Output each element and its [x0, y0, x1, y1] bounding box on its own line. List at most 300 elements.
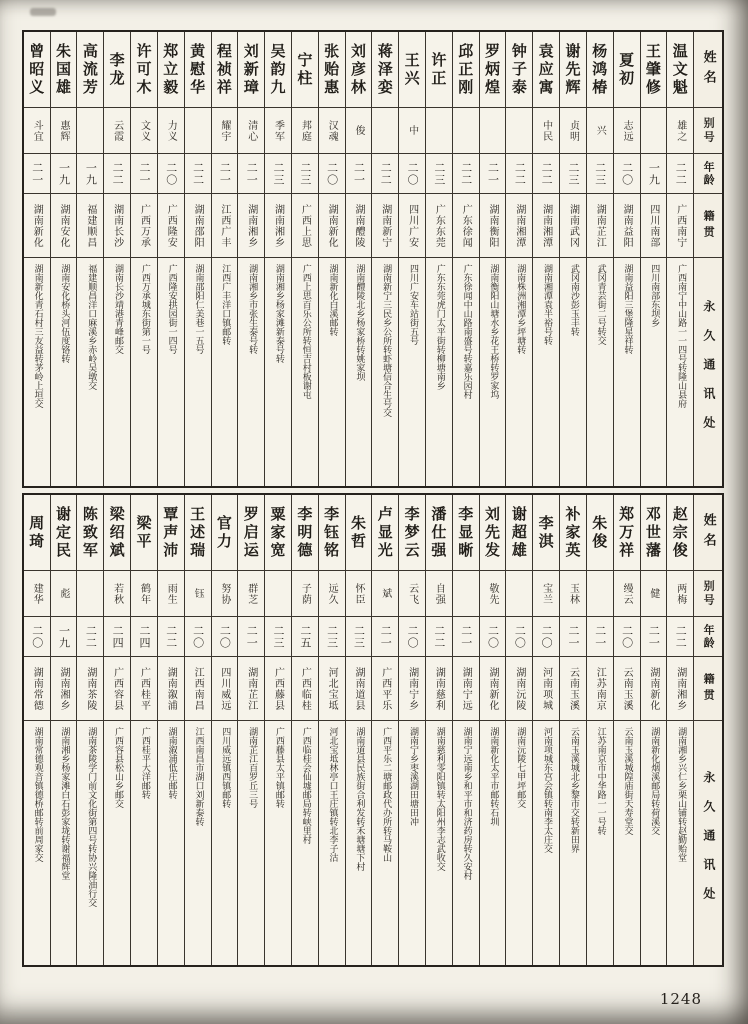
person-age: 一九 [641, 154, 667, 194]
person-address: 四川广安车站街五号 [407, 264, 418, 345]
person-address: 广东徐闻中山路南盛号转嘉乐园村 [461, 264, 472, 399]
person-address: 武冈南沙彭玉丰转 [568, 264, 579, 336]
person-native-place: 云南玉溪 [614, 657, 640, 721]
person-alias: 兴 [587, 108, 613, 154]
person-column [532, 495, 559, 965]
person-native-place: 广西南宁 [667, 194, 693, 258]
person-address: 湖南宁远南乡和平市和济药房转久安村 [461, 727, 472, 880]
person-alias: 彪 [51, 571, 77, 617]
person-address: 湖南衡阳山塘水乡花王桥转罗家坞 [488, 264, 499, 399]
person-age: 二一 [24, 154, 50, 194]
person-alias: 雨生 [158, 571, 184, 617]
person-column [666, 495, 693, 965]
person-name: 夏初 [614, 32, 640, 108]
person-alias [77, 108, 103, 154]
person-alias: 鹤年 [131, 571, 157, 617]
person-age: 二〇 [319, 154, 345, 194]
person-alias: 缦云 [614, 571, 640, 617]
person-column [505, 495, 532, 965]
person-column [264, 32, 291, 486]
person-address: 湖南新宁三民乡公所转虾塘信合生号交 [381, 264, 392, 417]
person-native-place: 湖南宁乡 [399, 657, 425, 721]
person-address: 广西桂平大洋邮转 [139, 727, 150, 799]
person-native-place: 广西临桂 [292, 657, 318, 721]
person-column [50, 32, 77, 486]
person-column [103, 32, 130, 486]
person-native-place: 广西上思 [292, 194, 318, 258]
person-column [50, 495, 77, 965]
person-native-place: 广西桂平 [131, 657, 157, 721]
person-alias: 季军 [265, 108, 291, 154]
person-native-place: 湖南湘乡 [238, 194, 264, 258]
person-age: 二〇 [158, 154, 184, 194]
person-address: 湖南道县民族街合利发转禾塘塘下村 [354, 727, 365, 871]
person-age: 二二 [667, 617, 693, 657]
person-native-place: 广西藤县 [265, 657, 291, 721]
person-address: 江西广丰洋口镇邮转 [220, 264, 231, 345]
person-address: 江西南昌市湖口刘新泰转 [193, 727, 204, 826]
person-name: 朱国雄 [51, 32, 77, 108]
person-age: 二一 [560, 617, 586, 657]
person-address: 湖南宁乡枣溪湖田塘田冲 [407, 727, 418, 826]
person-native-place: 湖南邵阳 [185, 194, 211, 258]
person-name: 赵宗俊 [667, 495, 693, 571]
person-alias: 两梅 [667, 571, 693, 617]
person-age: 二一 [480, 154, 506, 194]
person-native-place: 湖南芷江 [238, 657, 264, 721]
person-column [211, 32, 238, 486]
person-name: 谢超雄 [506, 495, 532, 571]
person-column [479, 495, 506, 965]
person-alias: 子荫 [292, 571, 318, 617]
person-alias: 惠辉 [51, 108, 77, 154]
person-name: 李钰铭 [319, 495, 345, 571]
person-address: 湖南株洲湘潭乡坪塘转 [515, 264, 526, 354]
person-alias: 中 [399, 108, 425, 154]
person-column [345, 32, 372, 486]
person-address: 湖南醴陵北乡杨家桥转姚家坝 [354, 264, 365, 381]
person-native-place: 湖南衡阳 [480, 194, 506, 258]
person-column [452, 32, 479, 486]
person-alias: 斌 [372, 571, 398, 617]
person-alias: 努协 [212, 571, 238, 617]
person-name: 朱俊 [587, 495, 613, 571]
person-native-place: 河南项城 [533, 657, 559, 721]
person-age: 二二 [667, 154, 693, 194]
person-native-place: 湖南醴陵 [346, 194, 372, 258]
person-age: 二三 [587, 154, 613, 194]
person-address: 湖南慈利零阳镇转太阳州李志武收交 [434, 727, 445, 871]
person-age: 二二 [158, 617, 184, 657]
person-address: 云南玉溪城北乡黎市交转新田界 [568, 727, 579, 853]
person-alias: 俊 [346, 108, 372, 154]
person-age: 二一 [346, 154, 372, 194]
person-name: 李明德 [292, 495, 318, 571]
address-registry-table [22, 30, 724, 967]
person-address: 广西藤县太平镇邮转 [273, 727, 284, 808]
person-column [505, 32, 532, 486]
person-name: 陈致军 [77, 495, 103, 571]
person-address: 广西容县松山乡邮交 [113, 727, 123, 808]
person-age: 二二 [453, 154, 479, 194]
scan-artifact [30, 8, 56, 16]
person-alias: 耀宇 [212, 108, 238, 154]
person-native-place: 四川南部 [641, 194, 667, 258]
person-address: 江苏南京市中华路一一号转 [595, 727, 606, 835]
person-alias: 云飞 [399, 571, 425, 617]
person-name: 刘新璋 [238, 32, 264, 108]
person-alias: 中民 [533, 108, 559, 154]
person-column [264, 495, 291, 965]
person-age: 二二 [372, 154, 398, 194]
person-name: 钟子泰 [506, 32, 532, 108]
person-alias: 斗宜 [24, 108, 50, 154]
person-native-place: 湖南新化 [24, 194, 50, 258]
person-column [157, 495, 184, 965]
person-alias [185, 108, 211, 154]
person-name: 周琦 [24, 495, 50, 571]
person-native-place: 湖南道县 [346, 657, 372, 721]
person-name: 李梦云 [399, 495, 425, 571]
person-alias: 玉林 [560, 571, 586, 617]
person-column [371, 495, 398, 965]
person-column [425, 32, 452, 486]
person-alias: 建华 [24, 571, 50, 617]
person-age: 二〇 [399, 154, 425, 194]
person-address: 四川南部东坝乡 [649, 264, 660, 327]
person-name: 袁应寓 [533, 32, 559, 108]
person-alias: 清心 [238, 108, 264, 154]
person-age: 二三 [560, 154, 586, 194]
field-labels-column [693, 32, 722, 486]
registry-section-bottom [22, 493, 724, 967]
person-name: 粟家宽 [265, 495, 291, 571]
person-age: 二二 [426, 617, 452, 657]
person-alias: 雄之 [667, 108, 693, 154]
person-native-place: 湖南沅陵 [506, 657, 532, 721]
person-address: 河南项城东宫会镇转南李太庄交 [542, 727, 552, 853]
header-native-place-label: 籍贯 [694, 194, 722, 258]
person-alias [641, 108, 667, 154]
person-name: 覃声沛 [158, 495, 184, 571]
person-name: 刘先发 [480, 495, 506, 571]
person-native-place: 四川广安 [399, 194, 425, 258]
person-alias [506, 571, 532, 617]
header-age-label: 年龄 [694, 617, 722, 657]
person-alias: 健 [641, 571, 667, 617]
person-age: 二三 [265, 617, 291, 657]
person-native-place: 湖南长沙 [104, 194, 130, 258]
person-address: 湖南湘乡兴仁乡栗山铺转赵勤贻堂 [676, 727, 687, 862]
person-native-place: 广西平乐 [372, 657, 398, 721]
person-address: 湖南邵阳仁美巷一五号 [193, 264, 204, 354]
person-alias: 邦庭 [292, 108, 318, 154]
person-name: 李显晰 [453, 495, 479, 571]
person-column [532, 32, 559, 486]
person-address: 湖南沅陵七甲坪邮交 [515, 727, 526, 808]
person-alias: 志远 [614, 108, 640, 154]
person-column [24, 495, 50, 965]
person-address: 广西上思百乐公所转恒吉村板谢屯 [300, 264, 311, 399]
person-column [184, 495, 211, 965]
person-name: 许正 [426, 32, 452, 108]
person-age: 二一 [131, 154, 157, 194]
person-alias [506, 108, 532, 154]
header-name-label: 姓名 [694, 495, 722, 571]
person-address: 湖南茶陵学门前文化街第四号转协兴隆油行交 [86, 727, 97, 907]
person-native-place: 广西万承 [131, 194, 157, 258]
person-alias [372, 108, 398, 154]
person-alias: 钰 [185, 571, 211, 617]
person-column [479, 32, 506, 486]
person-column [559, 32, 586, 486]
person-native-place: 广东东莞 [426, 194, 452, 258]
person-column [398, 495, 425, 965]
person-age: 二一 [453, 617, 479, 657]
person-age: 二二 [185, 154, 211, 194]
person-column [237, 32, 264, 486]
person-name: 李淇 [533, 495, 559, 571]
person-age: 二一 [641, 617, 667, 657]
person-age: 二二 [104, 154, 130, 194]
person-column [613, 495, 640, 965]
person-name: 刘彦林 [346, 32, 372, 108]
person-column [452, 495, 479, 965]
page-number: 1248 [659, 990, 702, 1008]
person-column [184, 32, 211, 486]
person-column [130, 32, 157, 486]
person-native-place: 湖南湘潭 [533, 194, 559, 258]
header-address-label: 永久通讯处 [701, 299, 716, 445]
person-native-place: 湖南新化 [641, 657, 667, 721]
person-native-place: 江苏南京 [587, 657, 613, 721]
person-name: 朱哲 [346, 495, 372, 571]
person-alias [453, 108, 479, 154]
person-age: 二二 [506, 154, 532, 194]
person-age: 二一 [238, 154, 264, 194]
person-name: 程祯祥 [212, 32, 238, 108]
person-alias: 云霞 [104, 108, 130, 154]
person-column [640, 32, 667, 486]
person-native-place: 湖南茶陵 [77, 657, 103, 721]
person-native-place: 湖南湘乡 [265, 194, 291, 258]
person-alias: 贞明 [560, 108, 586, 154]
person-column [640, 495, 667, 965]
person-age: 二〇 [212, 617, 238, 657]
person-address: 广东东莞虎门太平街转柳塘南乡 [434, 264, 445, 390]
person-age: 二〇 [24, 617, 50, 657]
person-native-place: 湖南湘乡 [51, 657, 77, 721]
person-alias [265, 571, 291, 617]
person-address: 湖南湘乡杨家滩白石彭家垅转谢福辉堂 [59, 727, 70, 880]
registry-section-top [22, 30, 724, 488]
header-alias-label: 别号 [694, 571, 722, 617]
person-alias [480, 108, 506, 154]
person-name: 王述瑞 [185, 495, 211, 571]
person-native-place: 湖南慈利 [426, 657, 452, 721]
person-native-place: 湖南湘潭 [506, 194, 532, 258]
person-name: 补家英 [560, 495, 586, 571]
person-native-place: 湖南常德 [24, 657, 50, 721]
person-alias: 自强 [426, 571, 452, 617]
person-age: 二四 [104, 617, 130, 657]
person-age: 二二 [77, 617, 103, 657]
person-address: 湖南新化太平市邮转石圳 [488, 727, 499, 826]
person-address: 湖南常德观音镇德桥邮转前周家交 [32, 727, 43, 862]
person-age: 二一 [238, 617, 264, 657]
person-name: 郑万祥 [614, 495, 640, 571]
person-column [345, 495, 372, 965]
person-age: 二一 [587, 617, 613, 657]
person-native-place: 湖南新宁 [372, 194, 398, 258]
person-age: 二四 [131, 617, 157, 657]
person-column [425, 495, 452, 965]
person-column [371, 32, 398, 486]
person-name: 李龙 [104, 32, 130, 108]
person-age: 二〇 [614, 154, 640, 194]
person-column [318, 32, 345, 486]
person-address: 湖南新化烟溪邮局转荷溪交 [649, 727, 660, 835]
person-native-place: 湖南湘乡 [667, 657, 693, 721]
person-native-place: 湖南安化 [51, 194, 77, 258]
person-native-place: 云南玉溪 [560, 657, 586, 721]
person-name: 罗炳煌 [480, 32, 506, 108]
person-alias [587, 571, 613, 617]
person-address: 湖南溆浦低庄邮转 [166, 727, 177, 799]
person-column [398, 32, 425, 486]
person-age: 二三 [265, 154, 291, 194]
header-alias-label: 别号 [694, 108, 722, 154]
person-name: 蒋泽娈 [372, 32, 398, 108]
person-native-place: 广东徐闻 [453, 194, 479, 258]
person-column [76, 32, 103, 486]
person-address: 湖南新化白溪邮转 [327, 264, 338, 336]
person-native-place: 江西广丰 [212, 194, 238, 258]
header-address-label: 永久通讯处 [701, 770, 716, 916]
person-age: 二一 [212, 154, 238, 194]
person-native-place: 湖南益阳 [614, 194, 640, 258]
person-address: 广西临桂会仙墟邮局转峡里村 [300, 727, 311, 844]
person-address: 河北宝坻林亭口王庄镇转北李子沽 [327, 727, 338, 862]
person-name: 梁平 [131, 495, 157, 571]
person-column [103, 495, 130, 965]
person-name: 许可木 [131, 32, 157, 108]
person-name: 黄慰华 [185, 32, 211, 108]
header-age-label: 年龄 [694, 154, 722, 194]
person-age: 一九 [51, 154, 77, 194]
person-native-place: 湖南武冈 [560, 194, 586, 258]
person-column [157, 32, 184, 486]
person-name: 罗启运 [238, 495, 264, 571]
person-age: 二〇 [185, 617, 211, 657]
person-alias: 远久 [319, 571, 345, 617]
person-alias [453, 571, 479, 617]
person-column [559, 495, 586, 965]
person-native-place: 湖南溆浦 [158, 657, 184, 721]
person-alias: 敬先 [480, 571, 506, 617]
person-age: 二〇 [533, 617, 559, 657]
person-age: 二三 [319, 617, 345, 657]
person-address: 湖南芷江百罗丘三号 [247, 727, 258, 808]
person-age: 二三 [292, 154, 318, 194]
person-address: 四川威远镇西镇邮转 [220, 727, 231, 808]
person-age: 二〇 [480, 617, 506, 657]
person-address: 广西南宁中山路一一四号转隆山县府 [676, 264, 687, 408]
person-age: 二〇 [614, 617, 640, 657]
person-address: 广西万承城东街第一号 [139, 264, 150, 354]
person-age: 一九 [77, 154, 103, 194]
person-native-place: 江西南昌 [185, 657, 211, 721]
person-column [76, 495, 103, 965]
person-alias: 若秋 [104, 571, 130, 617]
person-age: 二二 [533, 154, 559, 194]
person-name: 邓世藩 [641, 495, 667, 571]
person-column [211, 495, 238, 965]
person-address: 云南玉溪城隍庙街天寿堂交 [622, 727, 633, 835]
person-age: 二一 [372, 617, 398, 657]
person-native-place: 四川威远 [212, 657, 238, 721]
person-address: 湖南湘乡市张生泰号转 [247, 264, 258, 354]
person-alias: 宝兰 [533, 571, 559, 617]
person-name: 张贻惠 [319, 32, 345, 108]
header-native-place-label: 籍贯 [694, 657, 722, 721]
person-age: 二三 [346, 617, 372, 657]
person-address: 广西隆安拱园街一四号 [166, 264, 177, 354]
person-alias [77, 571, 103, 617]
person-native-place: 湖南宁远 [453, 657, 479, 721]
person-address: 湖南湘潭袁半裕号转 [542, 264, 552, 345]
person-name: 郑立毅 [158, 32, 184, 108]
person-column [613, 32, 640, 486]
person-native-place: 广西隆安 [158, 194, 184, 258]
person-alias: 群芝 [238, 571, 264, 617]
person-address: 武冈青芸街二号转交 [595, 264, 606, 345]
person-address: 湖南新化青石村三友益转茅岭上垣交 [32, 264, 43, 408]
header-name-label: 姓名 [694, 32, 722, 108]
person-age: 二〇 [506, 617, 532, 657]
person-column [318, 495, 345, 965]
person-column [666, 32, 693, 486]
person-name: 王肇修 [641, 32, 667, 108]
person-address: 湖南湘乡杨家滩新泰号转 [273, 264, 284, 363]
person-address: 湖南益阳三堡隆星祥转 [622, 264, 633, 354]
person-name: 宁柱 [292, 32, 318, 108]
person-name: 温文魁 [667, 32, 693, 108]
person-address: 湖南安化桥头河伍度铬转 [59, 264, 70, 363]
person-address: 福建顺昌洋口麻溪乡赤岭吴墩交 [86, 264, 97, 390]
person-column [130, 495, 157, 965]
person-native-place: 湖南新化 [480, 657, 506, 721]
person-name: 高流芳 [77, 32, 103, 108]
person-column [291, 32, 318, 486]
person-name: 吴韵九 [265, 32, 291, 108]
person-column [586, 495, 613, 965]
person-alias: 文义 [131, 108, 157, 154]
person-native-place: 河北宝坻 [319, 657, 345, 721]
person-age: 二三 [426, 154, 452, 194]
person-age: 二〇 [399, 617, 425, 657]
person-name: 谢定民 [51, 495, 77, 571]
person-name: 曾昭义 [24, 32, 50, 108]
person-alias [426, 108, 452, 154]
person-name: 梁绍斌 [104, 495, 130, 571]
person-address: 湖南长沙靖港青峰邮交 [113, 264, 123, 354]
person-address: 广西平乐二塘邮政代办所转马鞍山 [381, 727, 392, 862]
person-native-place: 福建顺昌 [77, 194, 103, 258]
person-name: 谢先辉 [560, 32, 586, 108]
person-native-place: 湖南新化 [319, 194, 345, 258]
person-name: 潘仕强 [426, 495, 452, 571]
